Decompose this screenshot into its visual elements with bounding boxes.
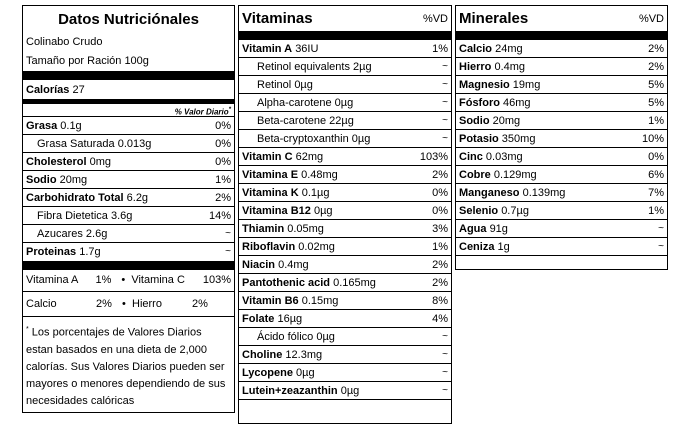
minerals-row-name: Cinc xyxy=(459,151,483,163)
minerals-row-amount: 350mg xyxy=(501,133,536,145)
vitamins-row-dv: ~ xyxy=(442,133,448,144)
vitamins-row-name: Thiamin xyxy=(242,223,285,235)
vitamins-row-amount: 12.3mg xyxy=(285,349,323,361)
vitamins-row-name: Riboflavin xyxy=(242,241,296,253)
vitamins-row-amount: 0µg xyxy=(296,367,315,379)
vitamins-row-name: Lutein+zeazanthin xyxy=(242,385,338,397)
vitamins-row-amount: 0.05mg xyxy=(287,223,324,235)
vitamins-row-name: Choline xyxy=(242,349,283,361)
vitamins-row xyxy=(239,328,451,346)
minerals-row xyxy=(456,238,667,256)
vitamins-row-name: Vitamina B12 xyxy=(242,205,311,217)
vitamins-row xyxy=(239,364,451,382)
vitamins-row xyxy=(239,346,451,364)
vitamins-row-name: Vitamina E xyxy=(242,169,299,181)
footnote: * Los porcentajes de Valores Diarios estan basados en una dieta de 2,000 calorías. Sus Valores Diarios pueden ser mayores o menores dependiendo de sus necesidades calóricas xyxy=(26,326,226,407)
minerals-vd-label: %VD xyxy=(638,13,664,25)
vitamins-row-amount: 0µg xyxy=(313,205,333,217)
vitamins-row xyxy=(239,58,451,76)
minerals-row-amount: 24mg xyxy=(495,43,523,55)
minerals-row-dv: 0% xyxy=(648,151,664,163)
minerals-row-dv: 1% xyxy=(648,115,664,127)
vitamins-row-amount: 0µg xyxy=(316,331,335,343)
minerals-row-amount: 1g xyxy=(497,241,510,253)
minerals-row-amount: 20mg xyxy=(492,115,521,127)
minerals-row-amount: 0.129mg xyxy=(493,169,537,181)
vitamins-header xyxy=(239,6,451,31)
vitamins-row-amount: 0.48mg xyxy=(301,169,338,181)
vitamins-row-name: Pantothenic acid xyxy=(242,277,331,289)
vitamins-row-name: Beta-cryptoxanthin xyxy=(257,133,349,145)
minerals-row-name: Hierro xyxy=(459,61,492,73)
vitamins-row-amount: 0.4mg xyxy=(278,259,309,271)
minerals-row-name: Ceniza xyxy=(459,241,495,253)
minerals-row-amount: 46mg xyxy=(503,97,531,109)
minerals-row-dv: ~ xyxy=(658,241,664,252)
vitamins-row-dv: 8% xyxy=(432,295,448,307)
vitamins-row xyxy=(239,166,451,184)
vitamins-row-name: Retinol xyxy=(257,79,292,91)
vitamins-row xyxy=(239,94,451,112)
vitamins-row-name: Lycopene xyxy=(242,367,293,379)
vitamins-row-name: Vitamin C xyxy=(242,151,293,163)
divider-thick xyxy=(23,71,234,80)
minerals-row-dv: 2% xyxy=(648,61,664,73)
minerals-row-name: Potasio xyxy=(459,133,499,145)
minerals-row-amount: 19mg xyxy=(512,79,541,91)
minerals-row xyxy=(456,220,667,238)
vitamins-row-amount: 36IU xyxy=(295,43,319,55)
vitamins-row-dv: 2% xyxy=(432,259,448,271)
divider-thick xyxy=(239,31,451,40)
minerals-row-name: Manganeso xyxy=(459,187,520,199)
vitamins-row-name: Beta-carotene xyxy=(257,115,327,127)
vitamins-row-amount: 0µg xyxy=(334,97,354,109)
minerals-row-name: Fósforo xyxy=(459,97,500,109)
minerals-row-dv: ~ xyxy=(658,223,664,234)
vitamins-row-name: Alpha-carotene xyxy=(257,97,332,109)
nutrient-row-grasa: Grasa 0.1g 0% xyxy=(23,117,234,135)
nutrient-row-proteinas: Proteinas 1.7g ~ xyxy=(26,246,231,258)
vitamins-row xyxy=(239,256,451,274)
vitamins-row-amount: 2µg xyxy=(353,61,372,73)
vitamins-row-amount: 0µg xyxy=(294,79,313,91)
food-name: Colinabo Crudo xyxy=(26,36,103,48)
vitamins-row-amount: 0.1µg xyxy=(301,187,330,199)
vitamins-row-name: Niacin xyxy=(242,259,276,271)
minerals-row-amount: 0.4mg xyxy=(494,61,526,73)
minerals-row xyxy=(456,40,667,58)
minerals-row xyxy=(456,112,667,130)
vitamins-row-name: Retinol equivalents xyxy=(257,61,350,73)
vitamins-row-amount: 0µg xyxy=(340,385,360,397)
minerals-row xyxy=(456,76,667,94)
minerals-row xyxy=(456,184,667,202)
divider-thick xyxy=(23,261,234,270)
minerals-row-dv: 2% xyxy=(648,43,664,55)
vitamins-row xyxy=(239,382,451,400)
vitamins-row-dv: ~ xyxy=(442,79,448,90)
vitamins-row-dv: 1% xyxy=(432,241,448,253)
calories-value: 27 xyxy=(72,84,85,96)
vitamins-row xyxy=(239,112,451,130)
minerals-row xyxy=(456,202,667,220)
vitamins-row-dv: 1% xyxy=(432,43,448,55)
vitamins-row xyxy=(239,274,451,292)
summary-row-minerals: Calcio 2% • Hierro 2% xyxy=(23,292,234,317)
minerals-panel xyxy=(455,5,668,270)
minerals-row xyxy=(456,58,667,76)
calories-row xyxy=(23,80,234,100)
vitamins-row-dv: 0% xyxy=(432,205,448,217)
minerals-row-name: Magnesio xyxy=(459,79,510,91)
nutrient-row-azucares: Azucares 2.6g ~ xyxy=(23,225,234,243)
divider-thick xyxy=(456,31,667,40)
vitamins-row-name: Folate xyxy=(242,313,275,325)
minerals-title: Minerales xyxy=(459,10,529,27)
minerals-row xyxy=(456,166,667,184)
minerals-row-dv: 7% xyxy=(648,187,664,199)
minerals-row-amount: 0.7µg xyxy=(501,205,529,217)
vitamins-row-dv: 103% xyxy=(419,151,448,163)
minerals-row-dv: 5% xyxy=(648,97,664,109)
minerals-row-name: Calcio xyxy=(459,43,493,55)
minerals-row-name: Selenio xyxy=(459,205,499,217)
minerals-row-dv: 1% xyxy=(648,205,664,217)
vitamins-row xyxy=(239,40,451,58)
vitamins-row xyxy=(239,184,451,202)
vitamins-row xyxy=(239,310,451,328)
vitamins-row-dv: 2% xyxy=(432,169,448,181)
vitamins-row-amount: 16µg xyxy=(277,313,303,325)
vitamins-row-name: Vitamin A xyxy=(242,43,293,55)
minerals-row-amount: 0.03mg xyxy=(485,151,523,163)
minerals-row xyxy=(456,94,667,112)
minerals-row-name: Agua xyxy=(459,223,487,235)
nutrient-row-grasa-saturada: Grasa Saturada 0.013g 0% xyxy=(23,135,234,153)
vitamins-panel xyxy=(238,5,452,424)
vitamins-row-dv: ~ xyxy=(442,367,448,378)
vitamins-title: Vitaminas xyxy=(242,10,313,27)
vitamins-row xyxy=(239,220,451,238)
vitamins-row-dv: 0% xyxy=(432,187,448,199)
vitamins-row-amount: 62mg xyxy=(295,151,324,163)
minerals-row-amount: 91g xyxy=(489,223,508,235)
vitamins-row xyxy=(239,202,451,220)
minerals-row-name: Sodio xyxy=(459,115,490,127)
vitamins-vd-label: %VD xyxy=(422,13,448,25)
vitamins-row-name: Ácido fólico xyxy=(257,331,314,343)
summary-row-vitamins: Vitamina A 1% • Vitamina C 103% xyxy=(23,270,234,292)
minerals-row-name: Cobre xyxy=(459,169,491,181)
vitamins-row-amount: 0µg xyxy=(351,133,371,145)
nutrient-row-cholesterol: Cholesterol 0mg 0% xyxy=(23,153,234,171)
minerals-row-dv: 10% xyxy=(641,133,664,145)
vitamins-row xyxy=(239,148,451,166)
minerals-row-dv: 6% xyxy=(648,169,664,181)
vitamins-row-dv: ~ xyxy=(442,349,448,360)
vitamins-row-dv: ~ xyxy=(442,331,448,342)
vitamins-row-dv: ~ xyxy=(442,385,448,396)
nutrition-facts-panel xyxy=(22,5,235,413)
vitamins-row xyxy=(239,130,451,148)
minerals-row-amount: 0.139mg xyxy=(522,187,566,199)
calories-label: Calorías xyxy=(26,84,70,96)
vitamins-row-name: Vitamin B6 xyxy=(242,295,299,307)
vitamins-row-amount: 0.15mg xyxy=(301,295,339,307)
vitamins-row-name: Vitamina K xyxy=(242,187,299,199)
minerals-header xyxy=(456,6,667,31)
minerals-row xyxy=(456,130,667,148)
vitamins-row-amount: 22µg xyxy=(329,115,354,127)
nutrient-row-fibra: Fibra Dietetica 3.6g 14% xyxy=(23,207,234,225)
nutrient-row-sodio: Sodio 20mg 1% xyxy=(23,171,234,189)
vitamins-row-amount: 0.02mg xyxy=(298,241,335,253)
vitamins-row-dv: 2% xyxy=(432,277,448,289)
vitamins-row-dv: ~ xyxy=(442,61,448,72)
vitamins-row xyxy=(239,238,451,256)
vitamins-row-dv: 4% xyxy=(432,313,448,325)
vitamins-row-dv: 3% xyxy=(432,223,448,235)
minerals-row-dv: 5% xyxy=(648,79,664,91)
vitamins-row xyxy=(239,76,451,94)
serving-size: Tamaño por Ración 100g xyxy=(26,55,149,67)
vitamins-row xyxy=(239,292,451,310)
nutrient-row-carbohidrato: Carbohidrato Total 6.2g 2% xyxy=(23,189,234,207)
vitamins-row-dv: ~ xyxy=(442,115,448,126)
vitamins-row-dv: ~ xyxy=(442,97,448,108)
daily-value-header: % Valor Diario* xyxy=(23,104,234,117)
vitamins-row-amount: 0.165mg xyxy=(333,277,376,289)
minerals-row xyxy=(456,148,667,166)
nutrition-title: Datos Nutriciónales xyxy=(58,11,199,28)
